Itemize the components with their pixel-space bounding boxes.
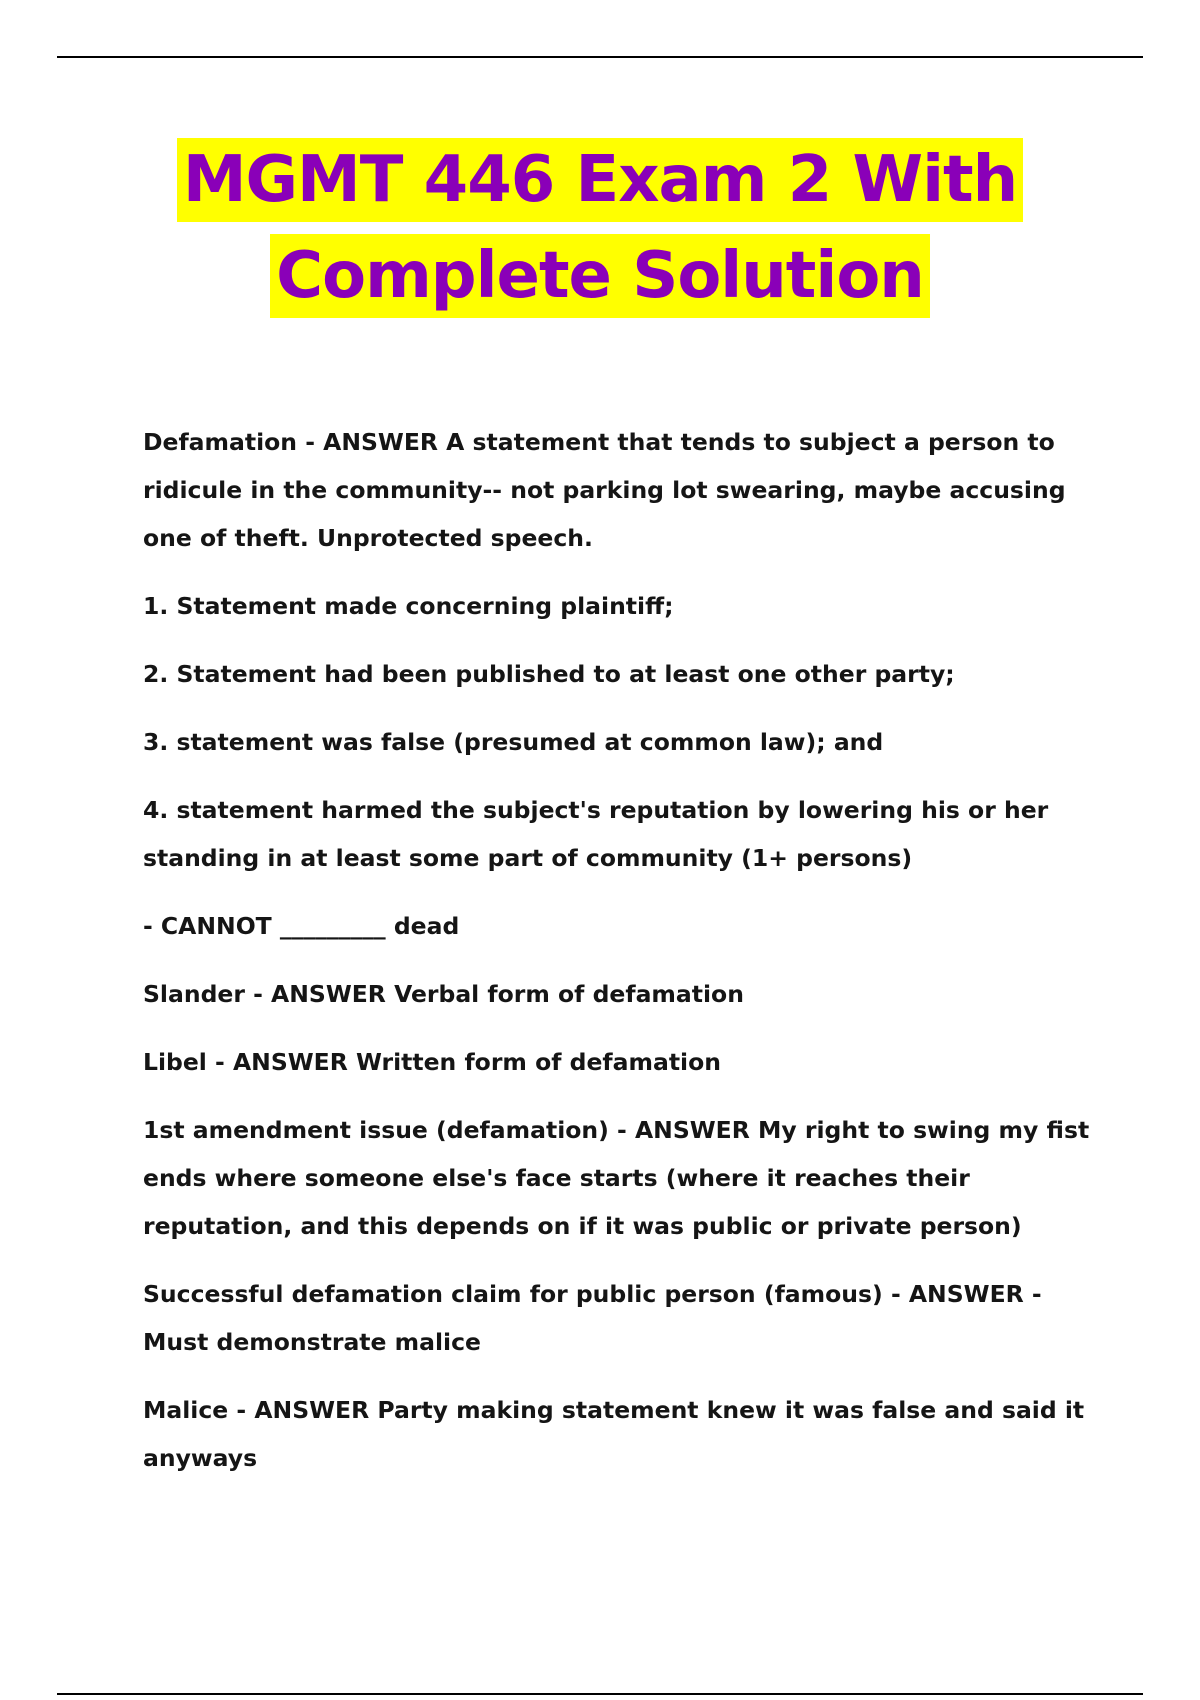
paragraph-element-1: 1. Statement made concerning plaintiff;: [143, 592, 674, 620]
paragraph-cannot-dead: - CANNOT _________ dead: [143, 912, 460, 940]
paragraph-defamation: Defamation - ANSWER A statement that tends to subject a person to ridicule in the community-- not parking lot swearing, maybe accusing one of theft. Unprotected speech.: [143, 428, 1066, 552]
paragraph-libel: Libel - ANSWER Written form of defamation: [143, 1048, 721, 1076]
paragraph-element-2: 2. Statement had been published to at least one other party;: [143, 660, 955, 688]
bottom-divider: [57, 1693, 1143, 1695]
paragraph-public-person: Successful defamation claim for public person (famous) - ANSWER - Must demonstrate malice: [143, 1280, 1042, 1356]
paragraph-element-3: 3. statement was false (presumed at common law); and: [143, 728, 884, 756]
paragraph-malice: Malice - ANSWER Party making statement knew it was false and said it anyways: [143, 1396, 1085, 1472]
paragraph-element-4: 4. statement harmed the subject's reputation by lowering his or her standing in at least some part of community (1+ persons): [143, 796, 1049, 872]
paragraph-first-amendment: 1st amendment issue (defamation) - ANSWER My right to swing my fist ends where someone else's face starts (where it reaches their reputation, and this depends on if it was public or private person): [143, 1116, 1090, 1240]
title-line-2: Complete Solution: [270, 234, 930, 318]
title-line-1: MGMT 446 Exam 2 With: [177, 138, 1023, 222]
paragraph-slander: Slander - ANSWER Verbal form of defamation: [143, 980, 744, 1008]
document-body: [143, 418, 1103, 1502]
top-divider: [57, 56, 1143, 58]
document-title: [0, 138, 1200, 318]
